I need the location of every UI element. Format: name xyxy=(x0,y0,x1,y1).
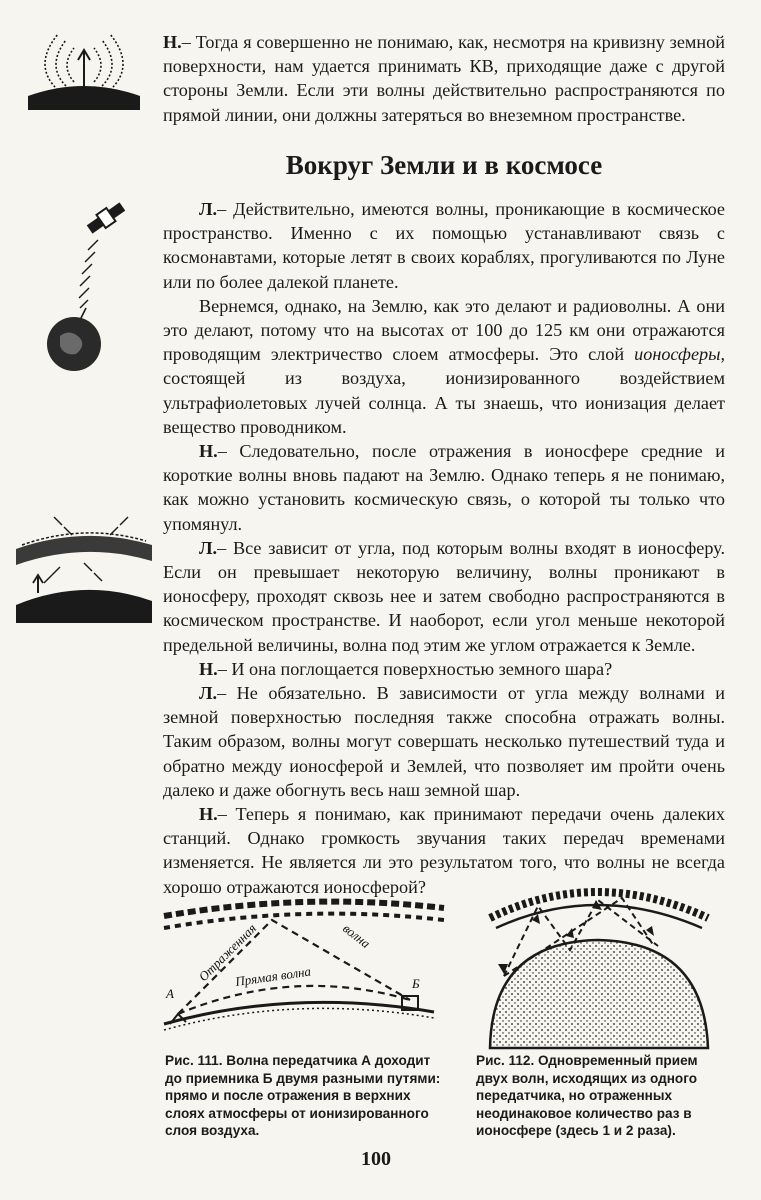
page-number: 100 xyxy=(361,1148,391,1170)
speaker-label: Л. xyxy=(199,199,218,219)
satellite-earth-illustration xyxy=(40,196,140,374)
speaker-label: Н. xyxy=(199,441,218,462)
figure-111-caption: Рис. 111. Волна передатчика А доходит до приемника Б двумя разными путями: прямо и после отражения в верхних слоях атмосферы от ионизированного слоя воздуха. xyxy=(165,1053,441,1139)
section-title: Вокруг Земли и в космосе xyxy=(285,150,603,180)
paragraph-text: , состоящей из воздуха, ионизированного воздействием ультрафиолетовых лучей солнца. А ты знаешь, что ионизация делает вещество проводником. xyxy=(163,344,725,437)
paragraph-text: Вернемся, однако, на Землю, как это делают и радиоволны. А они это делают, потому что на высотах от 100 до 125 км они отражаются проводящим электричество слоем атмосферы. Это слой xyxy=(163,295,725,365)
paragraph-text: – Следовательно, после отражения в ионосфере средние и короткие волны вновь падают на Землю. Однако теперь я не понимаю, как можно установить космическую связь, о которой ты только что упомянул. xyxy=(163,441,725,534)
paragraph-text: – Тогда я совершенно не понимаю, как, несмотря на кривизну земной поверхности, нам удается принимать КВ, приходящие даже с другой стороны Земли. Если эти волны действительно распространяются по прямой линии, они должны затеряться во внеземном пространстве. xyxy=(163,32,725,125)
direct-wave-label: Прямая волна xyxy=(234,963,312,989)
italic-term: ионосферы xyxy=(634,344,721,365)
antenna-radiation-illustration xyxy=(24,30,144,110)
speaker-label: Н. xyxy=(199,804,218,825)
speaker-label: Л. xyxy=(199,537,218,558)
transmitter-label-a: А xyxy=(166,986,174,1001)
speaker-label: Л. xyxy=(199,683,218,704)
figure-111-diagram xyxy=(164,896,448,1044)
paragraph-text: – Теперь я понимаю, как принимают передачи очень далеких станций. Однако громкость звучания таких передач временами изменяется. Не является ли это результатом того, что волны не всегда хорошо отражаются ионосферой? xyxy=(163,804,725,897)
speaker-label: Н. xyxy=(163,32,182,52)
paragraph-text: – Все зависит от угла, под которым волны входят в ионосферу. Если он превышает некоторую величину, волны проникают в ионосферу, проходят сквозь нее и затем свободно распространяются в космическом пространстве. И наоборот, если угол меньше некоторой предельной величины, волна под этим же углом отражается к Земле. xyxy=(163,537,725,655)
reflected-wave-label: Отраженная xyxy=(195,920,260,985)
receiver-label-b: Б xyxy=(412,976,420,991)
paragraph-text: – Не обязательно. В зависимости от угла между волнами и земной поверхностью последняя также способна отражать волны. Таким образом, волны могут совершать несколько путешествий туда и обратно между ионосферой и Землей, что позволяет им пройти очень далеко и даже обогнуть весь наш земной шар. xyxy=(163,683,725,800)
speaker-label: Н. xyxy=(199,658,218,679)
paragraph-text: – Действительно, имеются волны, проникающие в космическое пространство. Именно с их помощью устанавливают связь с космонавтами, которые летят в своих кораблях, прогуливаются по Луне или по более далекой планете. xyxy=(163,199,725,292)
figure-112-caption: Рис. 112. Одновременный прием двух волн, исходящих из одного передатчика, но отраженных неодинаковое количество раз в ионосфере (здесь 1 и 2 раза). xyxy=(476,1053,698,1139)
wave-label: волна xyxy=(340,920,374,951)
intro-paragraph xyxy=(163,30,725,127)
figure-112-diagram xyxy=(486,878,712,1050)
ionosphere-reflection-illustration xyxy=(14,505,154,623)
dialogue-body xyxy=(163,197,725,899)
paragraph-text: – И она поглощается поверхностью земного шара? xyxy=(217,658,613,679)
